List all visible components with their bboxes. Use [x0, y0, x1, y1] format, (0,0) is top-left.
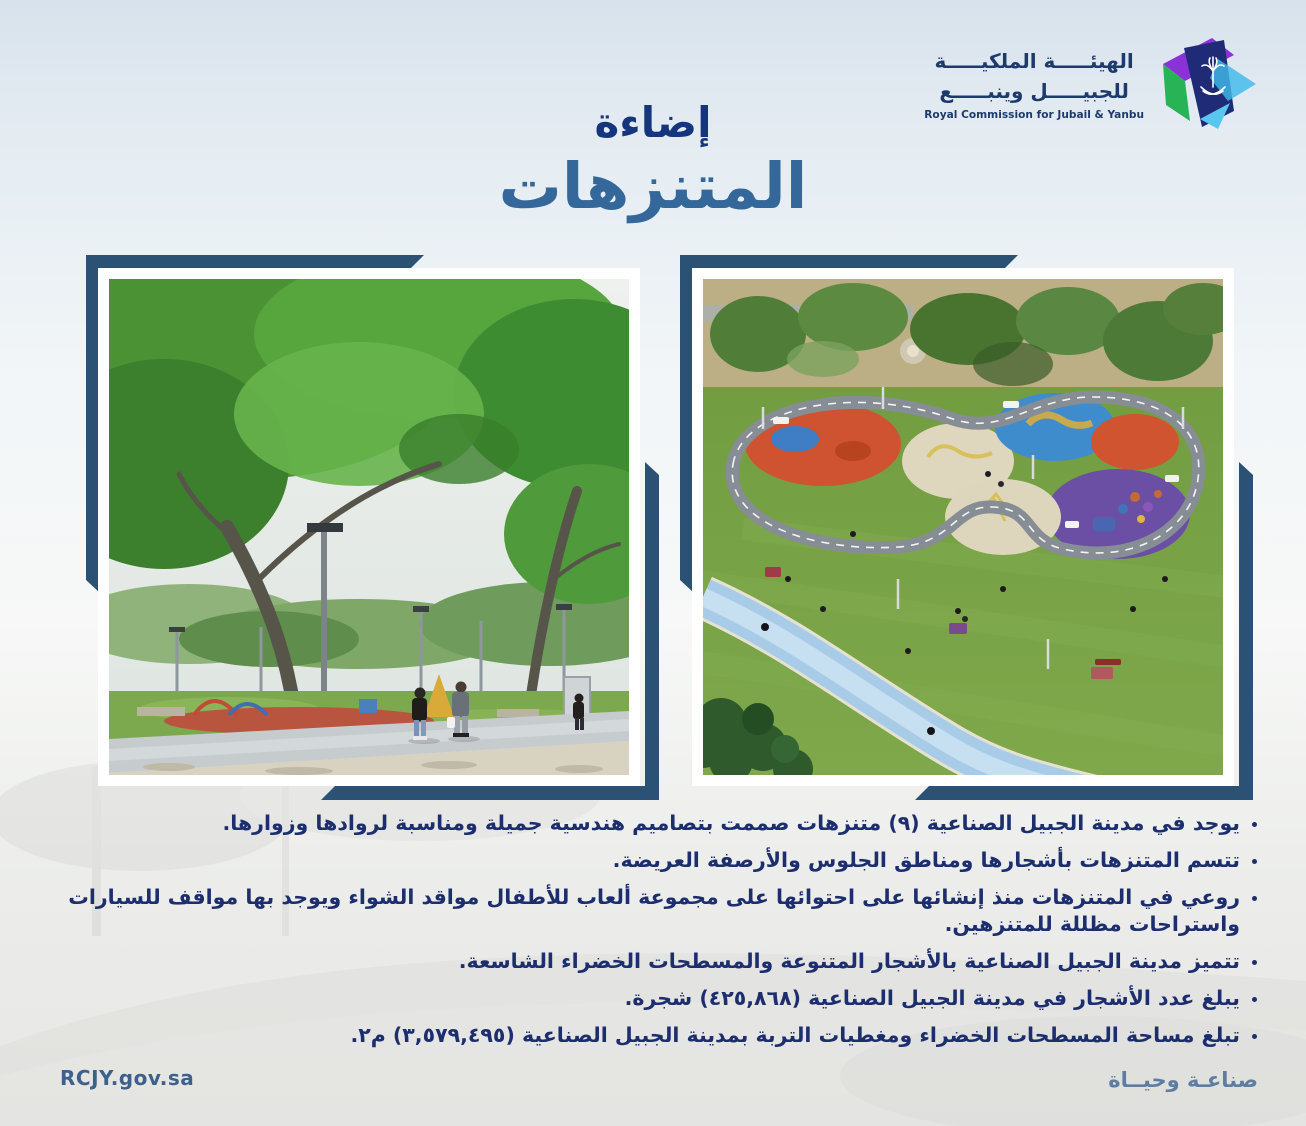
logo-english-line: Royal Commission for Jubail & Yanbu: [924, 108, 1144, 121]
website-url: RCJY.gov.sa: [60, 1066, 195, 1090]
right-park-aerial-photo: [703, 279, 1223, 775]
right-photo-frame: [680, 255, 1253, 800]
bullet-item: • تتسم المتنزهات بأشجارها ومناطق الجلوس والأرصفة العريضة.: [40, 847, 1240, 874]
left-photo-card: [98, 268, 640, 786]
logo-arabic-line1: الهيئـــــة الملكيـــــة: [934, 48, 1134, 73]
info-bullets: [40, 810, 1266, 1059]
eyebrow-title: إضاءة: [594, 98, 712, 147]
right-photo-card: [692, 268, 1234, 786]
bullet-item: • يوجد في مدينة الجبيل الصناعية (٩) متنزهات صممت بتصاميم هندسية جميلة ومناسبة لروادها وزوارها.: [40, 810, 1240, 837]
bullet-item: • يبلغ عدد الأشجار في مدينة الجبيل الصناعية (٤٢٥,٨٦٨) شجرة.: [40, 985, 1240, 1012]
bullet-item: • روعي في المتنزهات منذ إنشائها على احتوائها على مجموعة ألعاب للأطفال مواقد الشواء ويوجد بها مواقف للسيارات واستراحات مظللة للمتنزهين.: [40, 884, 1240, 938]
left-park-photo: [109, 279, 629, 775]
logo-arabic-line2: للجبيـــــل وينبـــــع: [939, 78, 1129, 103]
bullet-item: • تبلغ مساحة المسطحات الخضراء ومغطيات التربة بمدينة الجبيل الصناعية (٣,٥٧٩,٤٩٥) م٢.: [40, 1022, 1240, 1049]
bullet-item: • تتميز مدينة الجبيل الصناعية بالأشجار المتنوعة والمسطحات الخضراء الشاسعة.: [40, 948, 1240, 975]
slogan-text: صناعـة وحيــاة: [1108, 1068, 1258, 1092]
page-title: المتنزهات: [498, 150, 808, 223]
left-photo-frame: [86, 255, 659, 800]
